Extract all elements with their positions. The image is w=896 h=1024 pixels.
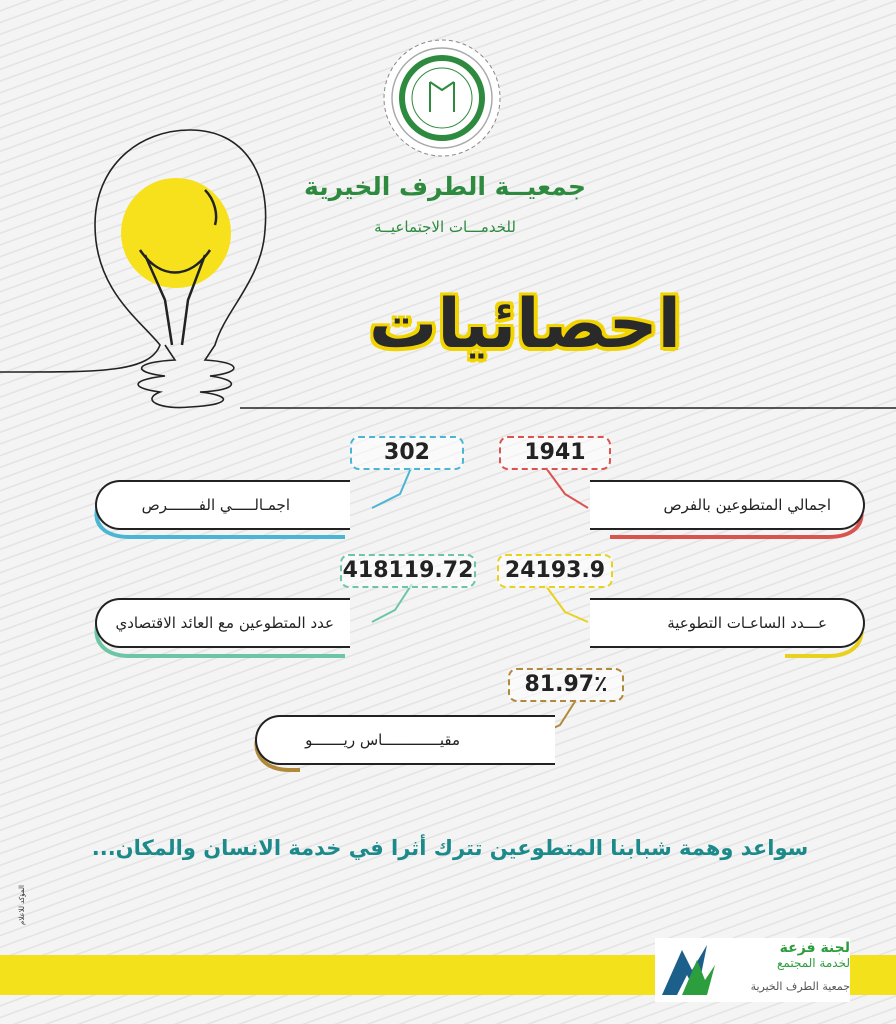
- footer-committee-title: لجنة فزعة: [779, 940, 850, 956]
- stat-value-economic-return: 418119.72: [340, 554, 476, 588]
- stat-label-economic-return: [95, 598, 350, 648]
- stat-label-rio-scale-text: مقيـــــــــــــاس ريـــــــو: [305, 731, 460, 749]
- stat-value-rio-scale: 81.97٪: [508, 668, 624, 702]
- stat-label-economic-return-text: عدد المتطوعين مع العائد الاقتصادي: [115, 614, 334, 632]
- page-title: احصائيات: [368, 285, 681, 364]
- stat-label-volunteers: [590, 480, 865, 530]
- organization-seal-icon: [384, 40, 500, 156]
- stat-label-hours: [590, 598, 865, 648]
- footer-org-name: جمعية الطرف الخيرية: [750, 980, 850, 993]
- footer-committee-subtitle: لخدمة المجتمع: [777, 956, 850, 970]
- stat-label-opportunities: [95, 480, 350, 530]
- stat-label-rio-scale: [255, 715, 555, 765]
- lightbulb-icon: [20, 130, 266, 408]
- organization-subtitle: للخدمـــات الاجتماعيــة: [374, 218, 516, 236]
- organization-name: جمعيــة الطرف الخيرية: [304, 172, 586, 201]
- stat-label-volunteers-text: اجمالي المتطوعين بالفرص: [663, 496, 831, 514]
- stat-value-hours: 24193.9: [497, 554, 613, 588]
- stat-value-volunteers: 1941: [499, 436, 611, 470]
- tagline: سواعد وهمة شبابنا المتطوعين تترك أثرا في خدمة الانسان والمكان...: [91, 836, 809, 860]
- side-brand-text: المؤكد للاعلام: [18, 885, 26, 925]
- stat-label-hours-text: عـــدد الساعـات التطوعية: [667, 614, 827, 632]
- stat-label-opportunities-text: اجمـالـــــي الفـــــــرص: [141, 496, 290, 514]
- side-brand-logo: [18, 885, 42, 925]
- stat-value-opportunities: 302: [350, 436, 464, 470]
